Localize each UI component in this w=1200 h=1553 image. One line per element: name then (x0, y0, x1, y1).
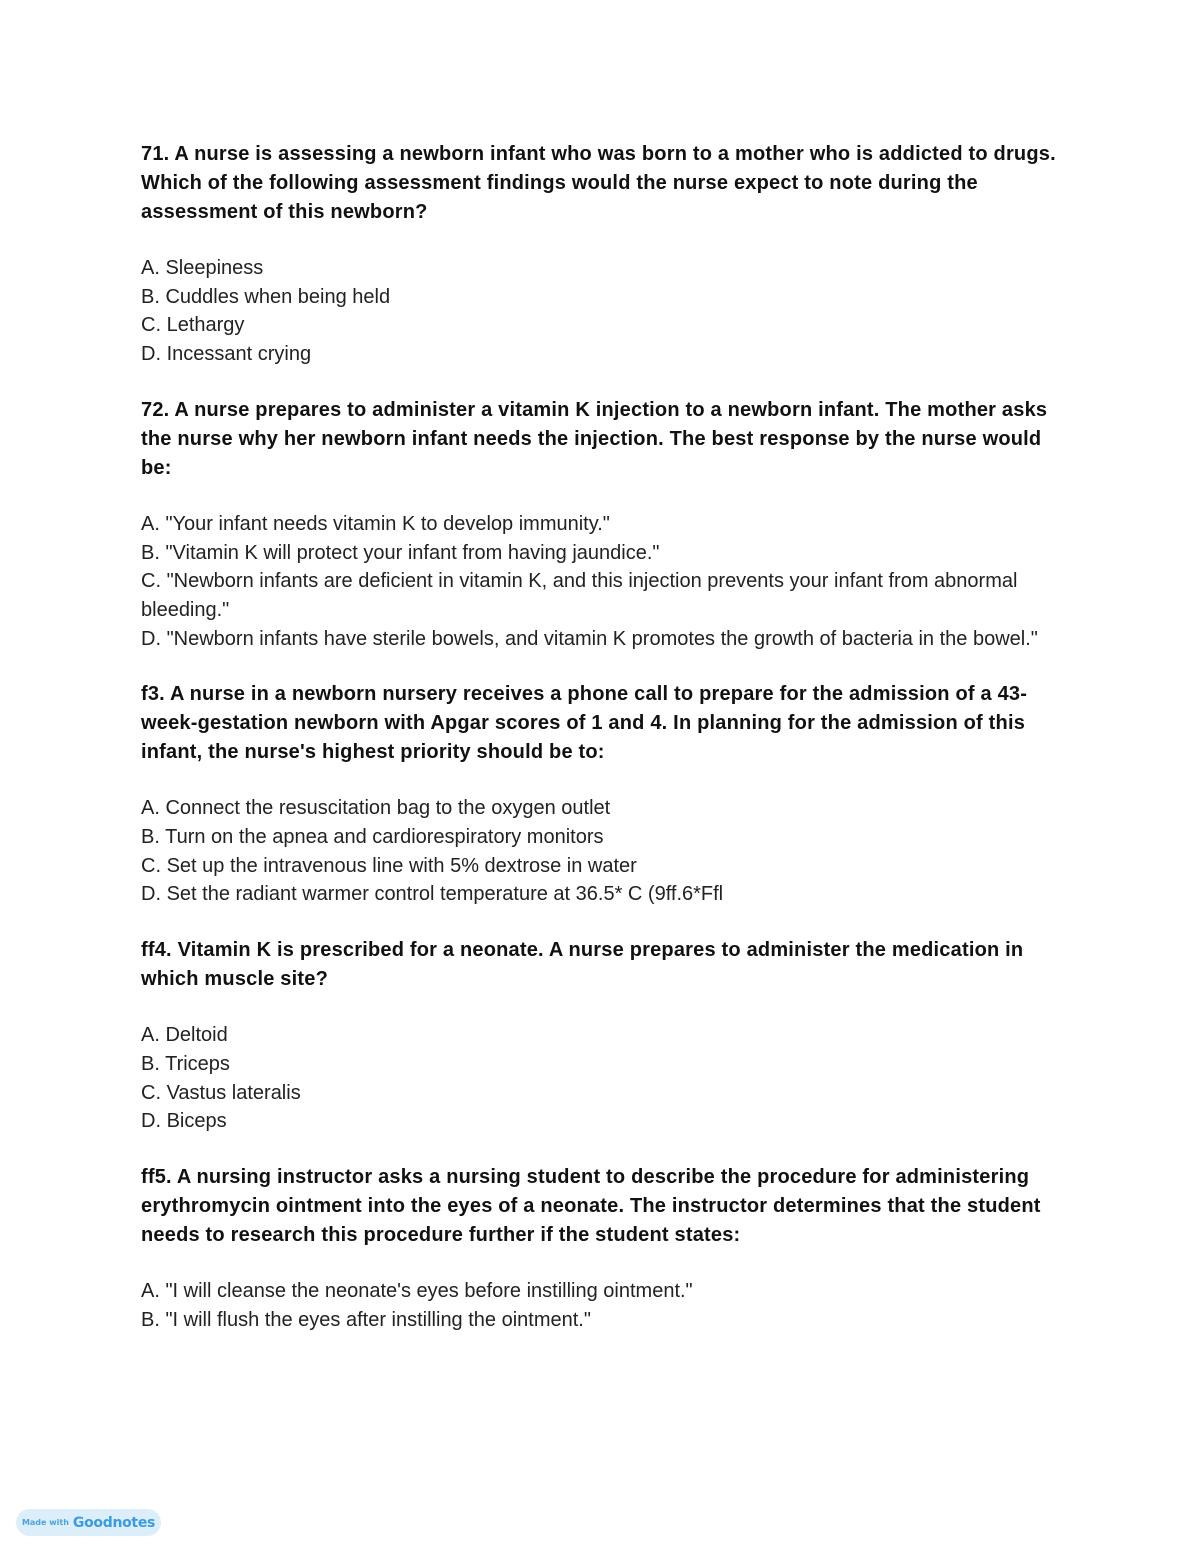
question-stem: Vitamin K is prescribed for a neonate. A nurse prepares to administer the medication in which muscle site? (141, 939, 1024, 991)
answer-option-c (141, 567, 1066, 624)
option-letter: A (141, 512, 155, 535)
option-letter: D (141, 883, 156, 906)
answer-option-c (141, 1079, 1066, 1108)
answer-option-a (141, 510, 1066, 539)
option-text: . Sleepiness (154, 257, 264, 279)
option-text: . Vastus lateralis (155, 1081, 301, 1104)
question-74 (141, 936, 1066, 1136)
goodnotes-badge[interactable] (16, 1509, 161, 1536)
answer-option-c (141, 311, 1066, 340)
answer-option-d (141, 880, 1066, 909)
question-text (141, 396, 1066, 483)
answer-option-d (141, 340, 1066, 369)
question-stem: A nurse in a newborn nursery receives a phone call to prepare for the admission of a 43-week-gestation newborn with Apgar scores of 1 and 4. In planning for the admission of this infant, the nurse's highest priority should be to: (141, 683, 1028, 764)
option-text: . "I will flush the eyes after instilling the ointment." (154, 1308, 591, 1331)
option-text: . "Newborn infants are deficient in vitamin K, and this injection prevents your infant from abnormal bleeding." (141, 570, 1018, 621)
answer-options (141, 1021, 1066, 1136)
answer-option-a (141, 1021, 1066, 1050)
option-letter: C (141, 314, 156, 337)
option-letter: B (141, 285, 155, 308)
option-letter-marked: D (141, 340, 155, 369)
answer-option-b (141, 823, 1066, 852)
answer-option-b (141, 1306, 1066, 1335)
option-letter: B (141, 826, 155, 849)
option-text: . "Vitamin K will protect your infant from having jaundice." (154, 541, 660, 564)
option-letter: A (141, 1024, 155, 1047)
question-stem: A nurse prepares to administer a vitamin K injection to a newborn infant. The mother asks the nurse why her newborn infant needs the injection. The best response by the nurse would be: (141, 398, 1048, 479)
option-letter-marked: C (141, 1079, 155, 1108)
document-page (141, 140, 1066, 1361)
option-letter: A (141, 257, 155, 279)
question-text (141, 1163, 1066, 1250)
option-text: . Deltoid (154, 1024, 228, 1047)
answer-option-d (141, 625, 1066, 654)
answer-options (141, 254, 1066, 369)
answer-options (141, 1277, 1066, 1334)
question-number: 71. (141, 143, 170, 165)
option-text: . Set up the intravenous line with 5% dextrose in water (155, 854, 637, 877)
question-75 (141, 1163, 1066, 1334)
question-73 (141, 680, 1066, 909)
option-text: . Triceps (154, 1052, 230, 1075)
option-text: . "I will cleanse the neonate's eyes before instilling ointment." (154, 1279, 693, 1302)
question-71 (141, 140, 1066, 369)
answer-option-a (141, 794, 1066, 823)
option-letter-marked: A (141, 794, 154, 823)
option-letter: B (141, 541, 155, 564)
option-letter: D (141, 627, 156, 650)
option-text: . "Your infant needs vitamin K to develop immunity." (154, 512, 610, 535)
question-text (141, 680, 1066, 767)
option-text: . "Newborn infants have sterile bowels, and vitamin K promotes the growth of bacteria in the bowel." (155, 627, 1038, 650)
option-letter-marked: B (141, 1306, 154, 1335)
question-number: 72. (141, 398, 170, 421)
answer-options (141, 794, 1066, 909)
question-stem: A nursing instructor asks a nursing student to describe the procedure for administering erythromycin ointment into the eyes of a neonate. The instructor determines that the student needs to research this procedure further if the student states: (141, 1165, 1041, 1246)
badge-made-with: Made with (21, 1518, 69, 1527)
option-letter: A (141, 1279, 155, 1302)
answer-option-a (141, 254, 1066, 283)
option-text: . Lethargy (155, 314, 245, 337)
option-text: . Incessant crying (155, 343, 312, 366)
answer-option-d (141, 1107, 1066, 1136)
option-letter: B (141, 1052, 155, 1075)
question-text (141, 140, 1066, 227)
option-text: . Turn on the apnea and cardiorespiratory monitors (154, 826, 604, 849)
option-letter: D (141, 1110, 156, 1133)
answer-options (141, 510, 1066, 654)
question-number: ff4. (141, 939, 172, 962)
question-stem: A nurse is assessing a newborn infant who was born to a mother who is addicted to drugs. Which of the following assessment findings would the nurse expect to note during the assessment of this newborn? (141, 143, 1056, 223)
answer-option-b (141, 283, 1066, 312)
question-number: f3. (141, 683, 165, 706)
answer-option-b (141, 539, 1066, 568)
answer-option-a (141, 1277, 1066, 1306)
option-letter: C (141, 854, 156, 877)
option-text: . Biceps (155, 1110, 227, 1133)
option-letter-marked: C (141, 567, 155, 596)
goodnotes-logo: Goodnotes (72, 1514, 156, 1531)
answer-option-b (141, 1050, 1066, 1079)
question-number: ff5. (141, 1165, 172, 1188)
option-text: . Cuddles when being held (154, 285, 391, 308)
question-text (141, 936, 1066, 994)
question-72 (141, 396, 1066, 654)
option-text: . Set the radiant warmer control temperature at 36.5* C (9ff.6*Ffl (155, 883, 724, 906)
answer-option-c (141, 852, 1066, 881)
option-text: . Connect the resuscitation bag to the oxygen outlet (154, 797, 611, 820)
